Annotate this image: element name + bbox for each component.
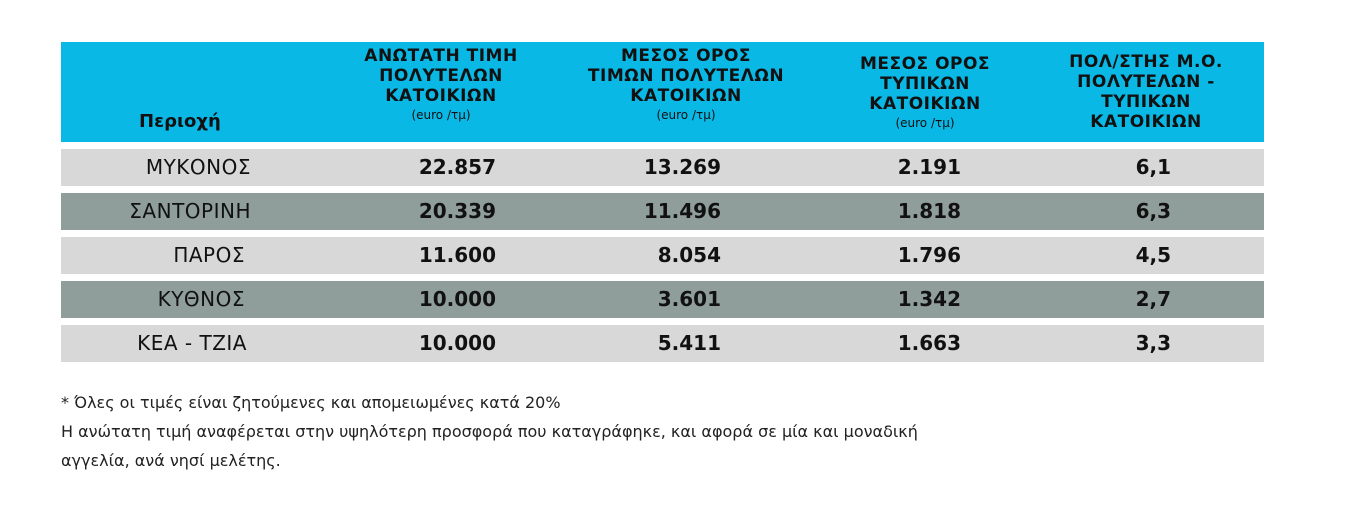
footnotes xyxy=(61,388,918,475)
avg-luxury-value: 8.054 xyxy=(657,243,721,267)
ratio-value: 2,7 xyxy=(1135,287,1171,311)
header-ratio-line2: ΠΟΛΥΤΕΛΩΝ - xyxy=(1077,72,1215,92)
header-ratio-line4: ΚΑΤΟΙΚΙΩΝ xyxy=(1090,112,1202,132)
region-name: ΚΥΘΝΟΣ xyxy=(157,287,245,311)
header-avg-typical-line3: ΚΑΤΟΙΚΙΩΝ xyxy=(869,94,981,114)
avg-luxury-value: 11.496 xyxy=(643,199,721,223)
avg-luxury-value: 13.269 xyxy=(643,155,721,179)
price-table xyxy=(61,42,1264,362)
table-row xyxy=(61,193,1264,230)
footnote-line2: Η ανώτατη τιμή αναφέρεται στην υψηλότερη προσφορά που καταγράφηκε, και αφορά σε μία και μοναδική xyxy=(61,422,918,441)
header-max-luxury-line3: ΚΑΤΟΙΚΙΩΝ xyxy=(385,86,497,106)
region-name: ΠΑΡΟΣ xyxy=(173,243,245,267)
table-header xyxy=(61,42,1264,142)
header-avg-typical-line1: ΜΕΣΟΣ ΟΡΟΣ xyxy=(859,54,991,74)
footnote-line1: * Όλες οι τιμές είναι ζητούμενες και απομειωμένες κατά 20% xyxy=(61,393,561,412)
avg-typical-value: 1.663 xyxy=(897,331,961,355)
region-name: ΣΑΝΤΟΡΙΝΗ xyxy=(129,199,251,223)
max-luxury-value: 11.600 xyxy=(418,243,496,267)
header-avg-luxury xyxy=(566,46,806,124)
avg-luxury-value: 5.411 xyxy=(657,331,721,355)
ratio-value: 4,5 xyxy=(1135,243,1171,267)
avg-luxury-value: 3.601 xyxy=(657,287,721,311)
ratio-value: 6,3 xyxy=(1135,199,1171,223)
max-luxury-value: 22.857 xyxy=(418,155,496,179)
header-max-luxury xyxy=(351,46,531,124)
header-region: Περιοχή xyxy=(139,111,221,132)
avg-typical-value: 1.818 xyxy=(897,199,961,223)
table-row xyxy=(61,237,1264,274)
ratio-value: 3,3 xyxy=(1135,331,1171,355)
header-ratio-line3: ΤΥΠΙΚΩΝ xyxy=(1101,92,1191,112)
max-luxury-value: 20.339 xyxy=(418,199,496,223)
header-avg-typical-unit: (euro /τμ) xyxy=(895,116,955,130)
avg-typical-value: 2.191 xyxy=(897,155,961,179)
avg-typical-value: 1.342 xyxy=(897,287,961,311)
ratio-value: 6,1 xyxy=(1135,155,1171,179)
header-avg-luxury-unit: (euro /τμ) xyxy=(656,108,716,122)
header-avg-typical-line2: ΤΥΠΙΚΩΝ xyxy=(880,74,970,94)
table-row xyxy=(61,281,1264,318)
header-avg-typical xyxy=(845,54,1005,132)
avg-typical-value: 1.796 xyxy=(897,243,961,267)
region-name: ΜΥΚΟΝΟΣ xyxy=(145,155,251,179)
max-luxury-value: 10.000 xyxy=(418,331,496,355)
header-avg-luxury-line1: ΜΕΣΟΣ ΟΡΟΣ xyxy=(620,46,752,66)
table-row xyxy=(61,325,1264,362)
max-luxury-value: 10.000 xyxy=(418,287,496,311)
header-max-luxury-line2: ΠΟΛΥΤΕΛΩΝ xyxy=(379,66,503,86)
header-max-luxury-line1: ΑΝΩΤΑΤΗ ΤΙΜΗ xyxy=(364,46,518,66)
header-ratio xyxy=(1046,52,1246,132)
region-name: ΚΕΑ - ΤΖΙΑ xyxy=(137,331,247,355)
footnote-line3: αγγελία, ανά νησί μελέτης. xyxy=(61,451,281,470)
table-row xyxy=(61,149,1264,186)
header-max-luxury-unit: (euro /τμ) xyxy=(411,108,471,122)
header-avg-luxury-line2: ΤΙΜΩΝ ΠΟΛΥΤΕΛΩΝ xyxy=(587,66,785,86)
header-ratio-line1: ΠΟΛ/ΣΤΗΣ Μ.Ο. xyxy=(1069,52,1223,72)
header-avg-luxury-line3: ΚΑΤΟΙΚΙΩΝ xyxy=(630,86,742,106)
